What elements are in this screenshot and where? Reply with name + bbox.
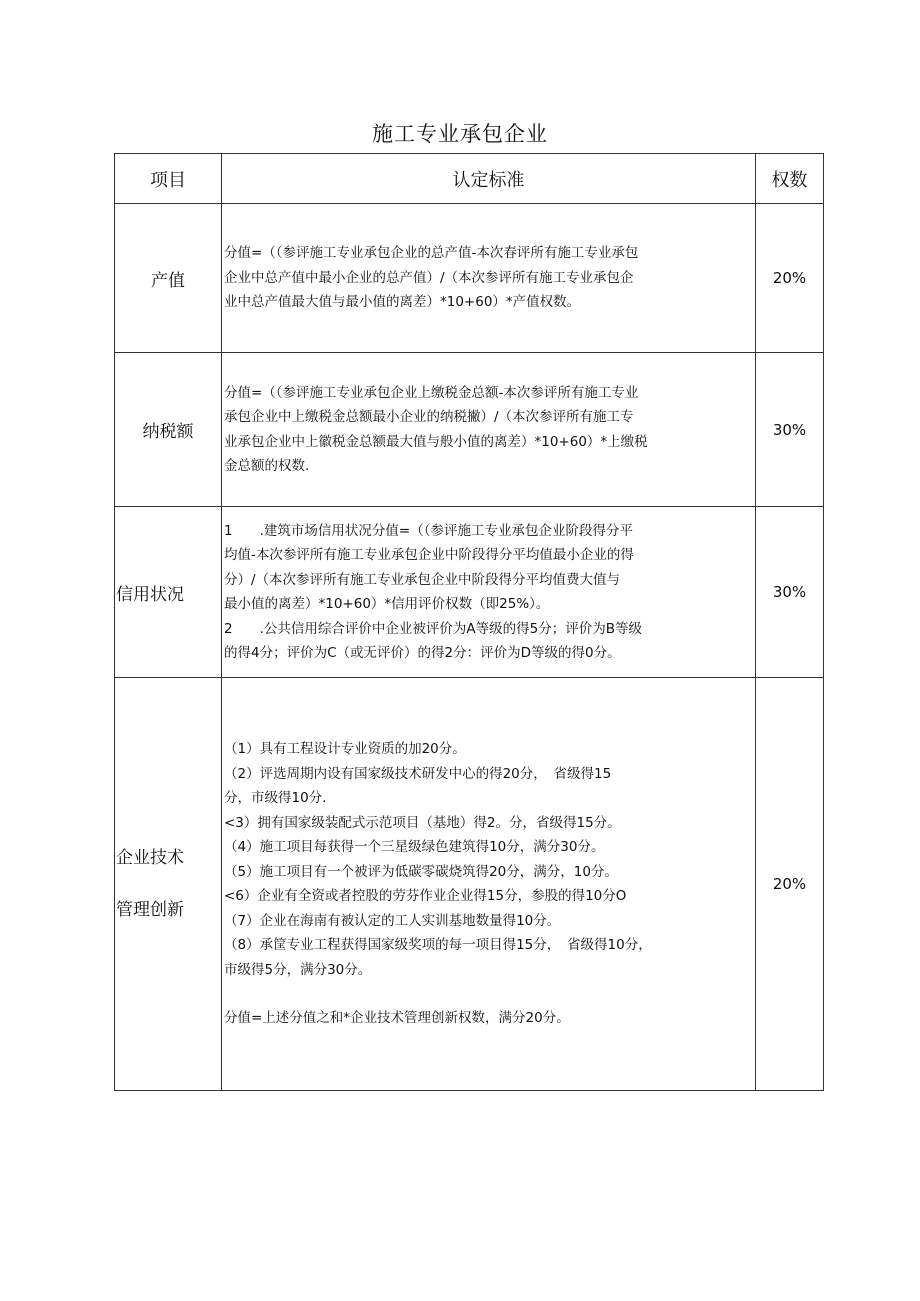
standard-line: <6）企业有全资或者控股的劳芬作业企业得15分，参股的得10分O: [224, 888, 627, 905]
table-row: [115, 204, 824, 353]
standard-line: 金总额的权数.: [224, 458, 310, 474]
standard-line: <3）拥有国家级装配式示范项目（基地）得2。分，省级得15分。: [224, 814, 621, 831]
weight-cell: 20%: [756, 678, 824, 1091]
header-row: [115, 154, 824, 204]
standard-cell: [222, 678, 756, 1091]
header-weight: 权数: [756, 154, 824, 204]
weight-cell: 30%: [756, 507, 824, 678]
standard-line: 分值=（（参评施工专业承包企业的总产值-本次春评所有施工专业承包: [224, 245, 639, 262]
standard-line: （7）企业在海南有被认定的工人实训基地数量得10分。: [224, 912, 561, 929]
criteria-table: [114, 153, 824, 1091]
header-item: 项目: [115, 154, 222, 204]
standard-line: 分）/（本次参评所有施工专业承包企业中阶段得分平均值费大值与: [224, 571, 621, 588]
standard-line: 1 .建筑市场信用状况分值=（（参评施工专业承包企业阶段得分平: [224, 522, 633, 539]
item-label-line: 企业技术: [116, 848, 184, 868]
standard-line: 分值=（（参评施工专业承包企业上缴税金总额-本次参评所有施工专业: [224, 384, 639, 401]
table-row: [115, 678, 824, 1091]
standard-line: 分，市级得10分.: [224, 790, 327, 807]
standard-line: （2）评选周期内设有国家级技术研发中心的得20分， 省级得15: [224, 765, 612, 782]
summary-line: 分值=上述分值之和*企业技术管理创新权数，满分20分。: [224, 1010, 570, 1027]
standard-line: 的得4分；评价为C（或无评价）的得2分：评价为D等级的得0分。: [224, 645, 621, 661]
standard-cell: [222, 353, 756, 507]
standard-line: （1）具有工程设计专业资质的加20分。: [224, 741, 466, 758]
standard-line: 承包企业中上缴税金总额最小企业的纳税撇）/（本次参评所有施工专: [224, 409, 634, 425]
standard-line: 市级得5分，满分30分。: [224, 961, 372, 978]
item-cell: [115, 678, 222, 1091]
standard-line: （5）施工项目有一个被评为低碳零碳烧筑得20分，满分，10分。: [224, 863, 618, 880]
item-label-line: 管理创新: [116, 900, 184, 920]
standard-line: 企业中总产值中最小企业的总产值）/（本次参评所有施工专业承包企: [224, 269, 634, 286]
standard-line: 最小值的离差）*10+60）*信用评价权数（即25%）。: [224, 596, 550, 612]
standard-line: 业中总产值最大值与最小值的离差）*10+60）*产值权数。: [224, 294, 581, 311]
weight-cell: 30%: [756, 353, 824, 507]
standard-cell: [222, 204, 756, 353]
standard-line: 业承包企业中上徽税金总额最大值与般小值的离差）*10+60）*上缴税: [224, 433, 648, 450]
item-cell: 信用状况: [115, 507, 222, 678]
standard-cell: [222, 507, 756, 678]
weight-cell: 20%: [756, 204, 824, 353]
header-standard: 认定标准: [222, 154, 756, 204]
standard-line: 2 .公共信用综合评价中企业被评价为A等级的得5分；评价为B等级: [224, 620, 642, 637]
standard-line: （8）承筐专业工程获得国家级奖项的每一项目得15分， 省级得10分，: [224, 937, 652, 954]
spacer: [224, 982, 749, 1006]
item-cell: 纳税额: [115, 353, 222, 507]
item-cell: 产值: [115, 204, 222, 353]
page-title: 施工专业承包企业: [372, 122, 548, 146]
table-row: [115, 353, 824, 507]
standard-line: （4）施工项目每获得一个三星级绿色建筑得10分，满分30分。: [224, 839, 605, 856]
table-row: [115, 507, 824, 678]
standard-line: 均值-本次参评所有施工专业承包企业中阶段得分平均值最小企业的得: [224, 547, 634, 563]
